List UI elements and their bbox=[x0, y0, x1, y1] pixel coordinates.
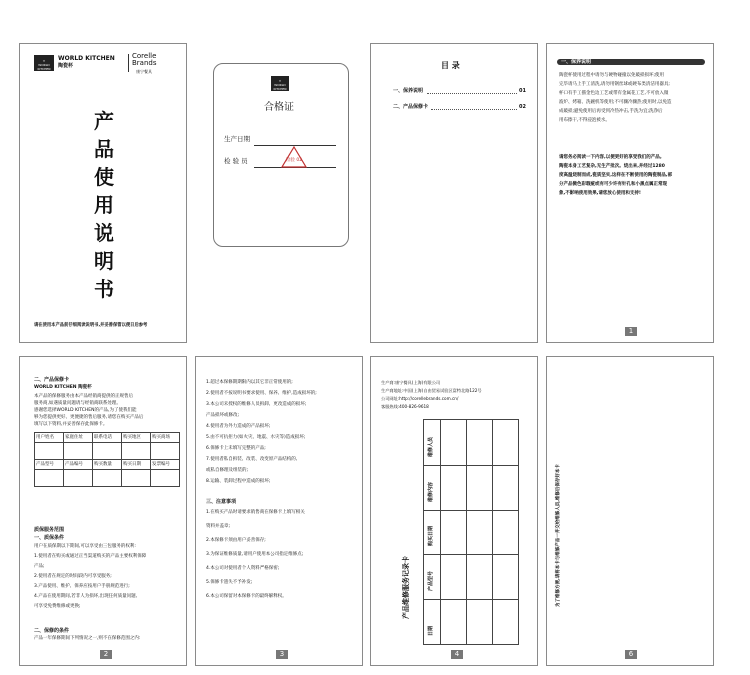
text-line: 3.本公司未授权的维修人员拆卸、更改造成的损坏; bbox=[206, 402, 307, 407]
notes-title: 三、注意事项 bbox=[206, 499, 237, 505]
toc-leader bbox=[431, 109, 517, 110]
text-line: 够为您提供更好、更便捷的售后服务,请您在购买产品后 bbox=[34, 415, 144, 420]
table-cell: 产品编号 bbox=[64, 460, 93, 470]
text-line: 公司网址:http://corellebrands.com.cn/ bbox=[381, 396, 459, 401]
corelle-cn-label: 康宁餐具 bbox=[136, 69, 152, 74]
text-line: 6.本公司保留对本保修卡的最终解释权。 bbox=[206, 594, 287, 599]
text-line: 生产商:康宁餐具(上海)有限公司 bbox=[381, 380, 441, 385]
grid-row-line bbox=[424, 599, 518, 600]
text-line: 4.使用者为外力造成的产品损坏; bbox=[206, 424, 271, 429]
table-cell: 家庭住址 bbox=[64, 433, 93, 443]
text-line: 产品损坏或修改; bbox=[206, 413, 240, 418]
toc-title: 目 录 bbox=[441, 61, 460, 70]
service-record-page bbox=[370, 356, 538, 666]
grid-row-label: 维修内容 bbox=[428, 481, 434, 502]
table-row bbox=[35, 443, 180, 460]
page-number: 4 bbox=[451, 650, 463, 659]
text-line: 陶瓷杯使用过程中请勿与硬物碰撞以免破损损坏;使用 bbox=[559, 73, 665, 78]
text-line: 5.保修卡遗失不予补发; bbox=[206, 580, 253, 585]
text-line: 象,不影响使用效果,请您放心使用和支持! bbox=[559, 191, 641, 196]
cover-title-char: 书 bbox=[94, 277, 114, 301]
exclusions-title: 二、保修的条件 bbox=[34, 628, 70, 634]
page-number: 1 bbox=[625, 327, 637, 336]
warranty-heading: 二、产品保修卡 bbox=[34, 377, 70, 383]
warranty-conditions-title: 一、质保条件 bbox=[34, 535, 65, 541]
table-cell: 购买地区 bbox=[122, 433, 151, 443]
care-heading: 一、保养说明 bbox=[557, 59, 705, 65]
text-line: 波炉、烤箱、洗碗机等使用;不可骤冷骤热;使用时,以免造 bbox=[559, 100, 672, 105]
grid-col-line bbox=[440, 420, 441, 644]
toc-item-page: 02 bbox=[519, 104, 526, 110]
certificate-page bbox=[195, 43, 363, 343]
warranty-scope-title: 质保服务范围 bbox=[34, 527, 65, 533]
toc-item-label: 一、保养说明 bbox=[393, 88, 424, 94]
text-line: 2.使用者在规定的时间段内可享受服务; bbox=[34, 574, 112, 579]
service-note: 为了维修方便,请将本卡与维修产品一并交给维修人员,维修后保存好本卡 bbox=[556, 464, 561, 607]
text-line: 完毕请马上手工清洗,请勿用钢丝球或硬布类清洁用器具; bbox=[559, 82, 670, 87]
grid-row-label: 产品型号 bbox=[428, 571, 434, 592]
text-line: 1.在购买产品时请要求销售商在保修卡上填写相关 bbox=[206, 510, 305, 515]
brand-subtitle: 陶瓷杯 bbox=[58, 63, 74, 69]
page-number: 3 bbox=[276, 650, 288, 659]
text-line: 本产品的保修服务由本产品经销商提供的正规售后 bbox=[34, 394, 133, 399]
inspector-label: 检 验 员 bbox=[224, 157, 248, 165]
production-date-label: 生产日期 bbox=[224, 135, 250, 143]
brand-title: WORLD KITCHEN bbox=[58, 55, 115, 62]
table-cell: 联系电话 bbox=[93, 433, 122, 443]
toc-leader bbox=[427, 93, 517, 94]
grid-row-line bbox=[424, 554, 518, 555]
service-record-grid bbox=[423, 419, 519, 645]
text-line: 4.产品在使用期间,若非人为损坏,出现任何质量问题, bbox=[34, 594, 138, 599]
grid-row-line bbox=[424, 465, 518, 466]
corelle-label: Corelle bbox=[132, 52, 157, 60]
text-line: 生产商地址:中国(上海)自由贸易试验区富特北路122号 bbox=[381, 388, 482, 393]
terms-page bbox=[195, 356, 363, 666]
cover-title-char: 品 bbox=[94, 137, 114, 161]
text-line: 用户在质保期以下期间,可以享受由三包服务的权利: bbox=[34, 544, 136, 549]
table-row bbox=[35, 433, 180, 443]
inspection-stamp bbox=[281, 146, 307, 168]
text-line: 3.产品使用、维护、保养应按用户手册规范进行; bbox=[34, 584, 130, 589]
text-line: 感谢您选择WORLD KITCHEN的产品,为了使我们能 bbox=[34, 408, 137, 413]
cover-title-char: 明 bbox=[94, 249, 114, 273]
toc-item-page: 01 bbox=[519, 88, 526, 94]
cover-title-char: 产 bbox=[94, 109, 114, 133]
page-number: 2 bbox=[100, 650, 112, 659]
grid-col-line bbox=[466, 420, 467, 644]
text-line: 成破损;避免使用后再受到冷热冲击,手洗为宜;洗净后 bbox=[559, 109, 663, 114]
text-line: 杯口有手工描金色边工艺或带有金属花工艺,不可放入微 bbox=[559, 91, 669, 96]
grid-row-label: 维修人员 bbox=[428, 436, 434, 457]
grid-row-line bbox=[424, 510, 518, 511]
text-line: 分产品微色彩瑕疵或有可少许有针孔和小黑点属正常现 bbox=[559, 182, 667, 187]
page-number: 6 bbox=[625, 650, 637, 659]
table-cell: 发票编号 bbox=[151, 460, 180, 470]
grid-col-line bbox=[492, 420, 493, 644]
text-line: 服务商,如遇质量问题请与经销商联系处理。 bbox=[34, 401, 121, 406]
table-cell: 购买商场 bbox=[151, 433, 180, 443]
table-cell: 产品型号 bbox=[35, 460, 64, 470]
text-line: 5.由不可抗拒力(如火灾、地震、水灾等)造成损坏; bbox=[206, 435, 306, 440]
table-cell: 购买数量 bbox=[93, 460, 122, 470]
cover-title-char: 用 bbox=[94, 193, 114, 217]
table-row bbox=[35, 460, 180, 470]
certificate-title: 合格证 bbox=[264, 102, 294, 113]
back-page bbox=[546, 356, 714, 666]
text-line: 8.运输、装卸过程中造成的损坏; bbox=[206, 479, 271, 484]
text-line: 1.使用者在购买或通过正当渠道购买的产品主要权利保障 bbox=[34, 554, 147, 559]
warranty-page bbox=[19, 356, 187, 666]
text-line: 2.使用者不按说明书要求使用、保养、维护,造成损坏的; bbox=[206, 391, 317, 396]
text-line: 3.为保证维修质量,请用户使用本公司指定维修点; bbox=[206, 552, 304, 557]
text-line: 填写以下资料,并妥善保存此保修卡。 bbox=[34, 422, 108, 427]
text-line: 或私自修理及组装的; bbox=[206, 468, 249, 473]
toc-item-label: 二、产品保修卡 bbox=[393, 104, 429, 110]
world-kitchen-logo: ✦ WORLD KITCHEN bbox=[34, 55, 54, 71]
brands-label: Brands bbox=[132, 59, 157, 67]
cover-page bbox=[19, 43, 187, 343]
text-line: 陶瓷本身工艺复杂,无生产批次。烧出来,并经过1280 bbox=[559, 164, 665, 169]
text-line: 1.超过本保修期期限内以其它非正常使用的; bbox=[206, 380, 293, 385]
certificate-logo: ✦ WORLD KITCHEN bbox=[271, 76, 289, 91]
warranty-brand-line: WORLD KITCHEN 陶瓷杯 bbox=[34, 385, 92, 390]
text-line: 产品; bbox=[34, 564, 45, 569]
grid-row-label: 购买日期 bbox=[428, 526, 434, 547]
cover-footer-note: 请在使用本产品前仔细阅读说明书,并妥善保管以便日后参考 bbox=[34, 323, 148, 328]
certificate-card bbox=[213, 63, 349, 247]
toc-page bbox=[370, 43, 538, 343]
text-line: 4.本公司对使用者个人资料严格保密; bbox=[206, 566, 280, 571]
table-cell: 购买日期 bbox=[122, 460, 151, 470]
text-line: 用布擦干,不得浸泡被水。 bbox=[559, 118, 610, 123]
service-record-title: 产品维修服务记录卡 bbox=[402, 556, 410, 619]
text-line: 可享受免费维修或更换; bbox=[34, 604, 81, 609]
care-page bbox=[546, 43, 714, 343]
text-line: 客服热线:400-826-9618 bbox=[381, 404, 429, 409]
cover-title-char: 说 bbox=[94, 221, 114, 245]
grid-row-label: 日期 bbox=[428, 625, 434, 636]
text-line: 6.保修卡上未填写完整的产品; bbox=[206, 446, 266, 451]
text-line: 7.使用者私自拆装、改装、改变原产品结构的, bbox=[206, 457, 298, 462]
text-line: 2.本保修卡须由用户妥善保存; bbox=[206, 538, 266, 543]
table-cell: 用户姓名 bbox=[35, 433, 64, 443]
brand-divider bbox=[128, 54, 129, 72]
text-line: 资料并盖章; bbox=[206, 524, 231, 529]
stamp-text: 检验 02 bbox=[285, 158, 303, 163]
text-line: 度高温烧制而成,瓷质坚实,这样在不断使用的陶瓷制品,部 bbox=[559, 173, 673, 178]
exclusions-intro: 产品一年保修期间下列情况之一,则不在保修范围之内: bbox=[34, 636, 141, 641]
text-line: 请您务必阅读一下内容,以便更好的享受我们的产品。 bbox=[559, 155, 665, 160]
table-row bbox=[35, 470, 180, 487]
cover-title-char: 使 bbox=[94, 165, 114, 189]
customer-info-table bbox=[34, 432, 180, 487]
